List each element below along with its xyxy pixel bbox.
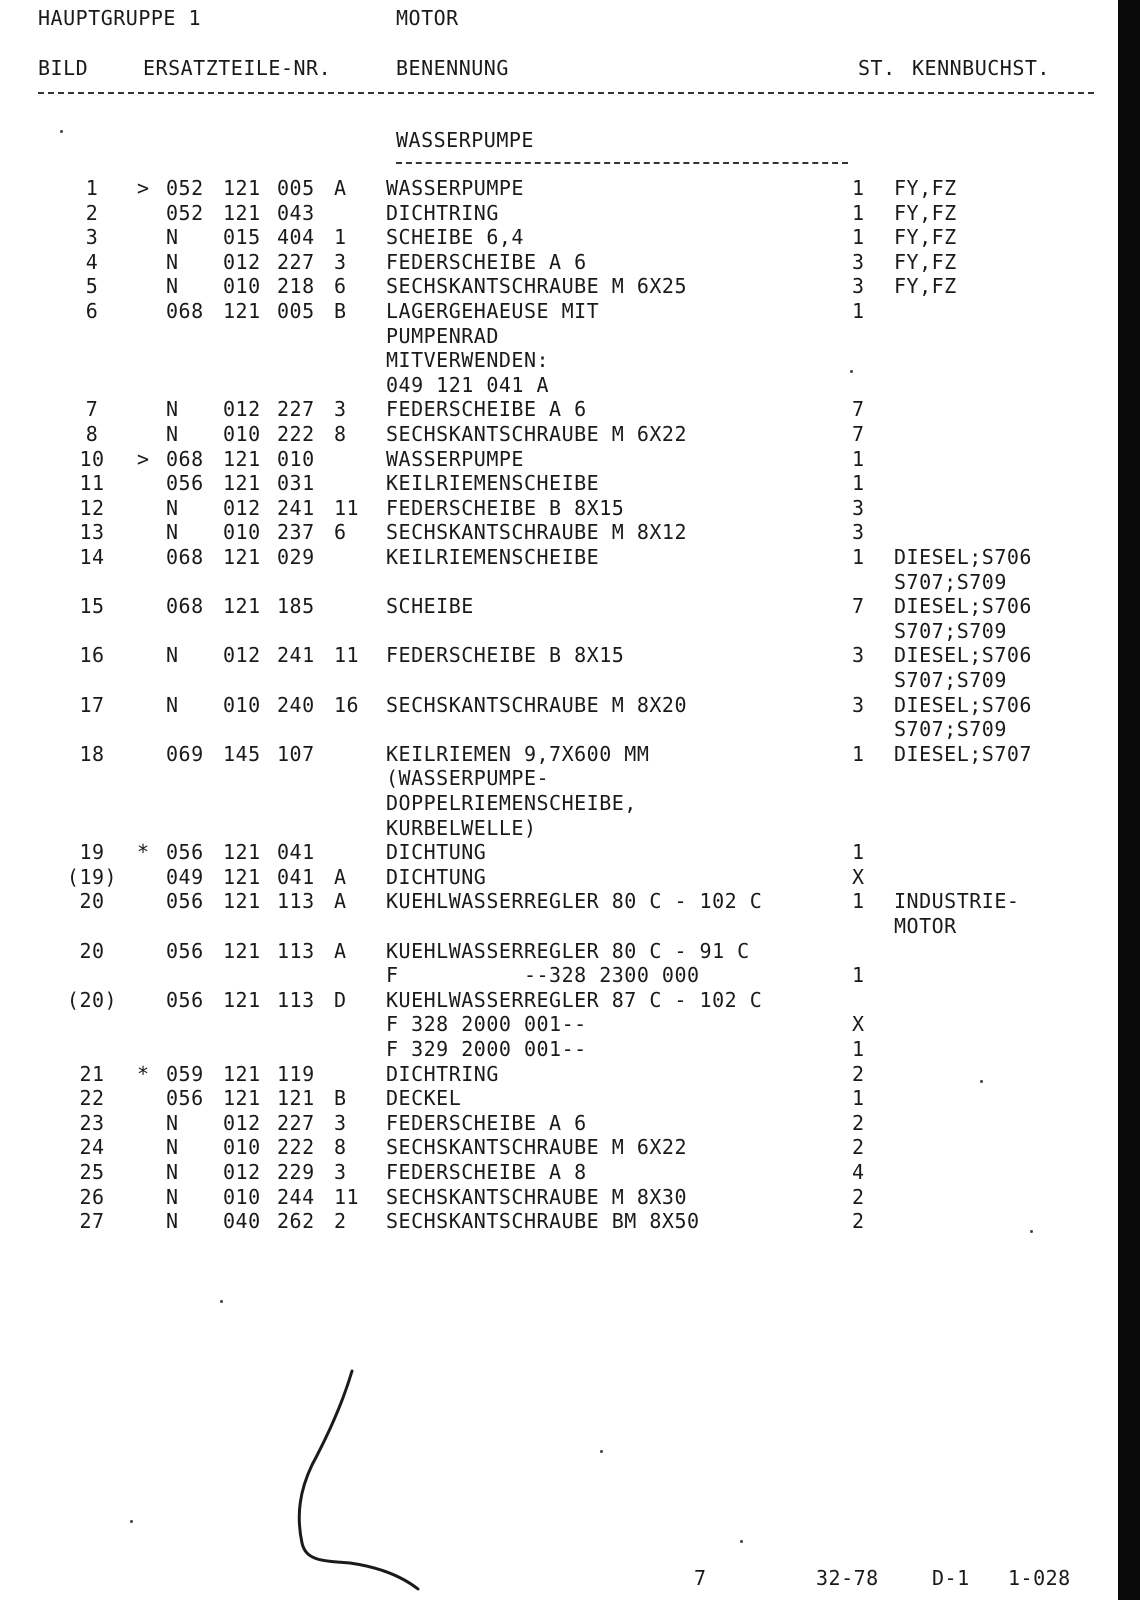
row-partno-prefix: N <box>166 520 179 545</box>
scan-speck <box>130 1520 133 1523</box>
row-mark: * <box>137 1061 150 1086</box>
row-name: DICHTUNG <box>386 840 487 865</box>
row-partno-group: 121 <box>223 864 261 889</box>
scan-speck <box>60 130 63 133</box>
row-code: S707;S709 <box>894 717 1007 742</box>
row-partno-prefix: N <box>166 422 179 446</box>
row-name: SECHSKANTSCHRAUBE M 8X30 <box>386 1184 687 1209</box>
row-partno-number: 041 <box>277 864 315 889</box>
row-partno-suffix: B <box>334 299 347 323</box>
row-partno-group: 121 <box>223 545 261 569</box>
row-name: F --328 2300 000 <box>386 963 700 988</box>
footer-ref2: 1-028 <box>1008 1566 1071 1590</box>
section-title-underline <box>396 162 848 164</box>
row-bild: 10 <box>79 446 105 471</box>
row-partno-prefix: N <box>166 397 179 422</box>
row-qty: 1 <box>852 889 865 914</box>
row-partno-group: 012 <box>223 495 261 520</box>
row-bild: 20 <box>79 889 105 914</box>
row-qty: 3 <box>852 274 865 299</box>
row-name: 049 121 041 A <box>386 372 550 397</box>
row-partno-group: 121 <box>223 446 261 471</box>
row-partno-suffix: A <box>334 889 347 914</box>
row-partno-number: 222 <box>277 1135 315 1160</box>
row-partno-suffix: 1 <box>334 225 347 250</box>
row-partno-suffix: 3 <box>334 1160 347 1184</box>
row-partno-number: 218 <box>277 274 315 299</box>
row-qty: 1 <box>852 963 865 988</box>
row-partno-group: 121 <box>223 889 261 914</box>
section-title: WASSERPUMPE <box>396 128 534 152</box>
scan-speck <box>980 1080 983 1083</box>
row-partno-number: 227 <box>277 397 315 422</box>
row-qty: 7 <box>852 397 865 422</box>
row-name: DICHTRING <box>386 1061 499 1086</box>
row-partno-prefix: 068 <box>166 594 204 619</box>
row-partno-group: 012 <box>223 643 261 668</box>
row-partno-prefix: N <box>166 1110 179 1135</box>
row-qty: 1 <box>852 446 865 471</box>
row-partno-number: 262 <box>277 1209 315 1234</box>
row-mark: > <box>137 176 150 200</box>
row-name: KEILRIEMENSCHEIBE <box>386 545 600 569</box>
row-name: KUEHLWASSERREGLER 87 C - 102 C <box>386 987 763 1012</box>
row-partno-prefix: N <box>166 1160 179 1184</box>
row-partno-prefix: N <box>166 249 179 274</box>
row-partno-suffix: 6 <box>334 274 347 299</box>
row-qty: 2 <box>852 1135 865 1160</box>
row-qty: 2 <box>852 1061 865 1086</box>
row-bild: 11 <box>79 471 105 496</box>
row-bild: 13 <box>79 520 105 545</box>
row-partno-group: 010 <box>223 422 261 446</box>
row-partno-prefix: 068 <box>166 299 204 323</box>
row-partno-prefix: 056 <box>166 840 204 865</box>
row-qty: 3 <box>852 495 865 520</box>
row-qty: X <box>852 864 865 889</box>
row-partno-suffix: 3 <box>334 249 347 274</box>
row-partno-number: 222 <box>277 422 315 446</box>
row-partno-suffix: 8 <box>334 422 347 446</box>
row-partno-suffix: 11 <box>334 1184 360 1209</box>
col-partno-header: ERSATZTEILE-NR. <box>143 56 332 80</box>
row-partno-suffix: 11 <box>334 495 360 520</box>
row-partno-group: 012 <box>223 397 261 422</box>
row-partno-prefix: 068 <box>166 545 204 569</box>
row-partno-prefix: 069 <box>166 741 204 766</box>
row-partno-group: 015 <box>223 225 261 250</box>
row-qty: 1 <box>852 840 865 865</box>
row-code: S707;S709 <box>894 668 1007 692</box>
scan-speck <box>850 370 853 373</box>
row-bild: 5 <box>85 274 99 299</box>
row-partno-group: 010 <box>223 692 261 717</box>
row-partno-group: 121 <box>223 176 261 200</box>
row-qty: 4 <box>852 1160 865 1184</box>
row-name: F 329 2000 001-- <box>386 1037 587 1061</box>
row-partno-suffix: A <box>334 864 347 889</box>
row-partno-number: 237 <box>277 520 315 545</box>
row-code: S707;S709 <box>894 569 1007 594</box>
row-qty: 1 <box>852 176 865 200</box>
row-bild: 21 <box>79 1061 105 1086</box>
row-bild: 19 <box>79 840 105 865</box>
row-qty: 2 <box>852 1110 865 1135</box>
col-code-header: KENNBUCHST. <box>912 56 1050 80</box>
row-name: DECKEL <box>386 1086 462 1111</box>
row-name: WASSERPUMPE <box>386 446 524 471</box>
row-bild: 3 <box>85 225 99 250</box>
pen-mark <box>290 1365 430 1595</box>
row-partno-prefix: 059 <box>166 1061 204 1086</box>
row-partno-suffix: 3 <box>334 397 347 422</box>
row-partno-group: 121 <box>223 471 261 496</box>
row-partno-number: 029 <box>277 545 315 569</box>
row-qty: 7 <box>852 594 865 619</box>
row-partno-suffix: 8 <box>334 1135 347 1160</box>
col-bild-header: BILD <box>38 56 89 80</box>
row-name: LAGERGEHAEUSE MIT <box>386 299 600 323</box>
row-partno-number: 185 <box>277 594 315 619</box>
row-bild: 18 <box>79 741 105 766</box>
row-partno-prefix: 052 <box>166 200 204 225</box>
footer-page: 7 <box>694 1566 707 1590</box>
row-bild: 2 <box>85 200 99 225</box>
row-name: KUEHLWASSERREGLER 80 C - 91 C <box>386 938 750 963</box>
row-partno-number: 043 <box>277 200 315 225</box>
row-partno-group: 121 <box>223 200 261 225</box>
row-code: FY,FZ <box>894 249 957 274</box>
row-qty: 1 <box>852 471 865 496</box>
row-qty: 1 <box>852 545 865 569</box>
row-name: SECHSKANTSCHRAUBE M 8X12 <box>386 520 687 545</box>
row-partno-group: 012 <box>223 249 261 274</box>
row-qty: 7 <box>852 422 865 446</box>
row-partno-group: 145 <box>223 741 261 766</box>
row-code: INDUSTRIE- <box>894 889 1020 914</box>
group-label: HAUPTGRUPPE 1 <box>38 6 202 30</box>
row-partno-prefix: N <box>166 1209 179 1234</box>
row-partno-suffix: A <box>334 938 347 963</box>
row-partno-group: 010 <box>223 520 261 545</box>
row-partno-number: 404 <box>277 225 315 250</box>
row-partno-number: 240 <box>277 692 315 717</box>
row-partno-number: 005 <box>277 299 315 323</box>
row-partno-group: 121 <box>223 594 261 619</box>
row-bild: 24 <box>79 1135 105 1160</box>
row-partno-number: 121 <box>277 1086 315 1111</box>
row-code: FY,FZ <box>894 274 957 299</box>
row-code: DIESEL;S706 <box>894 643 1032 668</box>
row-name: F 328 2000 001-- <box>386 1012 587 1037</box>
scan-speck <box>600 1450 603 1453</box>
row-partno-prefix: 056 <box>166 938 204 963</box>
row-name: KEILRIEMEN 9,7X600 MM <box>386 741 650 766</box>
row-partno-number: 010 <box>277 446 315 471</box>
row-code: S707;S709 <box>894 618 1007 643</box>
row-bild: 7 <box>85 397 99 422</box>
row-partno-number: 005 <box>277 176 315 200</box>
row-mark: * <box>137 840 150 865</box>
row-partno-number: 107 <box>277 741 315 766</box>
row-partno-suffix: B <box>334 1086 347 1111</box>
row-partno-suffix: 3 <box>334 1110 347 1135</box>
row-name: FEDERSCHEIBE B 8X15 <box>386 495 625 520</box>
row-name: SECHSKANTSCHRAUBE BM 8X50 <box>386 1209 700 1234</box>
row-bild: 25 <box>79 1160 105 1184</box>
row-qty: 1 <box>852 200 865 225</box>
row-name: DOPPELRIEMENSCHEIBE, <box>386 791 637 815</box>
scan-edge <box>1118 0 1140 1600</box>
row-name: SECHSKANTSCHRAUBE M 8X20 <box>386 692 687 717</box>
row-name: FEDERSCHEIBE A 6 <box>386 397 587 422</box>
row-code: FY,FZ <box>894 200 957 225</box>
row-qty: 1 <box>852 225 865 250</box>
row-code: DIESEL;S706 <box>894 692 1032 717</box>
row-qty: 1 <box>852 741 865 766</box>
row-name: (WASSERPUMPE- <box>386 766 550 791</box>
row-partno-group: 010 <box>223 274 261 299</box>
row-name: DICHTRING <box>386 200 499 225</box>
row-qty: 1 <box>852 299 865 323</box>
row-partno-group: 121 <box>223 1061 261 1086</box>
row-partno-prefix: 056 <box>166 889 204 914</box>
row-code: DIESEL;S706 <box>894 545 1032 569</box>
row-bild: 15 <box>79 594 105 619</box>
row-bild: 14 <box>79 545 105 569</box>
row-mark: > <box>137 446 150 471</box>
row-name: WASSERPUMPE <box>386 176 524 200</box>
row-partno-number: 113 <box>277 938 315 963</box>
row-bild: (19) <box>66 864 118 889</box>
row-partno-group: 010 <box>223 1135 261 1160</box>
row-partno-number: 227 <box>277 1110 315 1135</box>
row-partno-group: 040 <box>223 1209 261 1234</box>
row-name: KUEHLWASSERREGLER 80 C - 102 C <box>386 889 763 914</box>
row-partno-prefix: N <box>166 225 179 250</box>
group-name: MOTOR <box>396 6 459 30</box>
row-partno-number: 041 <box>277 840 315 865</box>
row-partno-number: 244 <box>277 1184 315 1209</box>
row-bild: 4 <box>85 249 99 274</box>
row-bild: 22 <box>79 1086 105 1111</box>
col-name-header: BENENNUNG <box>396 56 509 80</box>
row-partno-prefix: 056 <box>166 1086 204 1111</box>
row-qty: X <box>852 1012 865 1037</box>
row-partno-suffix: 2 <box>334 1209 347 1234</box>
row-partno-suffix: 6 <box>334 520 347 545</box>
row-partno-number: 031 <box>277 471 315 496</box>
row-code: FY,FZ <box>894 176 957 200</box>
row-partno-group: 012 <box>223 1160 261 1184</box>
row-partno-number: 229 <box>277 1160 315 1184</box>
footer-date: 32-78 <box>816 1566 879 1590</box>
row-partno-group: 121 <box>223 1086 261 1111</box>
scan-speck <box>220 1300 223 1303</box>
row-partno-group: 121 <box>223 987 261 1012</box>
row-name: SECHSKANTSCHRAUBE M 6X22 <box>386 422 687 446</box>
row-name: FEDERSCHEIBE A 6 <box>386 249 587 274</box>
row-code: MOTOR <box>894 914 957 938</box>
row-partno-number: 119 <box>277 1061 315 1086</box>
row-code: DIESEL;S706 <box>894 594 1032 619</box>
row-name: FEDERSCHEIBE A 8 <box>386 1160 587 1184</box>
row-qty: 2 <box>852 1184 865 1209</box>
row-partno-prefix: N <box>166 692 179 717</box>
header-divider <box>38 92 1094 94</box>
row-name: DICHTUNG <box>386 864 487 889</box>
row-name: SCHEIBE <box>386 594 474 619</box>
row-partno-group: 010 <box>223 1184 261 1209</box>
col-qty-header: ST. <box>858 56 896 80</box>
row-partno-suffix: A <box>334 176 347 200</box>
row-qty: 2 <box>852 1209 865 1234</box>
row-partno-suffix: 11 <box>334 643 360 668</box>
row-bild: 8 <box>85 422 99 446</box>
scan-speck <box>1030 1230 1033 1233</box>
row-partno-prefix: 068 <box>166 446 204 471</box>
row-partno-group: 012 <box>223 1110 261 1135</box>
row-bild: 20 <box>79 938 105 963</box>
row-bild: 16 <box>79 643 105 668</box>
row-partno-prefix: N <box>166 495 179 520</box>
row-bild: 17 <box>79 692 105 717</box>
row-partno-number: 113 <box>277 889 315 914</box>
row-partno-prefix: 056 <box>166 471 204 496</box>
row-qty: 3 <box>852 520 865 545</box>
row-qty: 3 <box>852 692 865 717</box>
row-partno-number: 241 <box>277 643 315 668</box>
row-partno-prefix: 052 <box>166 176 204 200</box>
row-bild: 12 <box>79 495 105 520</box>
row-qty: 1 <box>852 1037 865 1061</box>
row-qty: 3 <box>852 249 865 274</box>
row-name: PUMPENRAD <box>386 323 499 348</box>
row-bild: (20) <box>66 987 118 1012</box>
row-partno-prefix: N <box>166 1184 179 1209</box>
footer-ref1: D-1 <box>932 1566 970 1590</box>
row-bild: 26 <box>79 1184 105 1209</box>
row-partno-group: 121 <box>223 840 261 865</box>
row-bild: 23 <box>79 1110 105 1135</box>
row-name: SECHSKANTSCHRAUBE M 6X22 <box>386 1135 687 1160</box>
row-code: FY,FZ <box>894 225 957 250</box>
row-partno-suffix: 16 <box>334 692 360 717</box>
row-partno-prefix: N <box>166 1135 179 1160</box>
row-partno-group: 121 <box>223 299 261 323</box>
row-partno-prefix: N <box>166 643 179 668</box>
row-partno-number: 227 <box>277 249 315 274</box>
row-partno-suffix: D <box>334 987 347 1012</box>
row-qty: 3 <box>852 643 865 668</box>
row-qty: 1 <box>852 1086 865 1111</box>
row-bild: 6 <box>85 299 99 323</box>
row-bild: 27 <box>79 1209 105 1234</box>
row-partno-prefix: 056 <box>166 987 204 1012</box>
row-partno-group: 121 <box>223 938 261 963</box>
row-name: SECHSKANTSCHRAUBE M 6X25 <box>386 274 687 299</box>
row-name: MITVERWENDEN: <box>386 348 550 373</box>
row-partno-prefix: N <box>166 274 179 299</box>
row-name: KURBELWELLE) <box>386 815 537 840</box>
row-name: FEDERSCHEIBE B 8X15 <box>386 643 625 668</box>
row-name: KEILRIEMENSCHEIBE <box>386 471 600 496</box>
row-name: FEDERSCHEIBE A 6 <box>386 1110 587 1135</box>
row-partno-prefix: 049 <box>166 864 204 889</box>
row-partno-number: 113 <box>277 987 315 1012</box>
scan-speck <box>740 1540 743 1543</box>
row-partno-number: 241 <box>277 495 315 520</box>
row-code: DIESEL;S707 <box>894 741 1032 766</box>
row-bild: 1 <box>85 176 99 200</box>
row-name: SCHEIBE 6,4 <box>386 225 524 250</box>
